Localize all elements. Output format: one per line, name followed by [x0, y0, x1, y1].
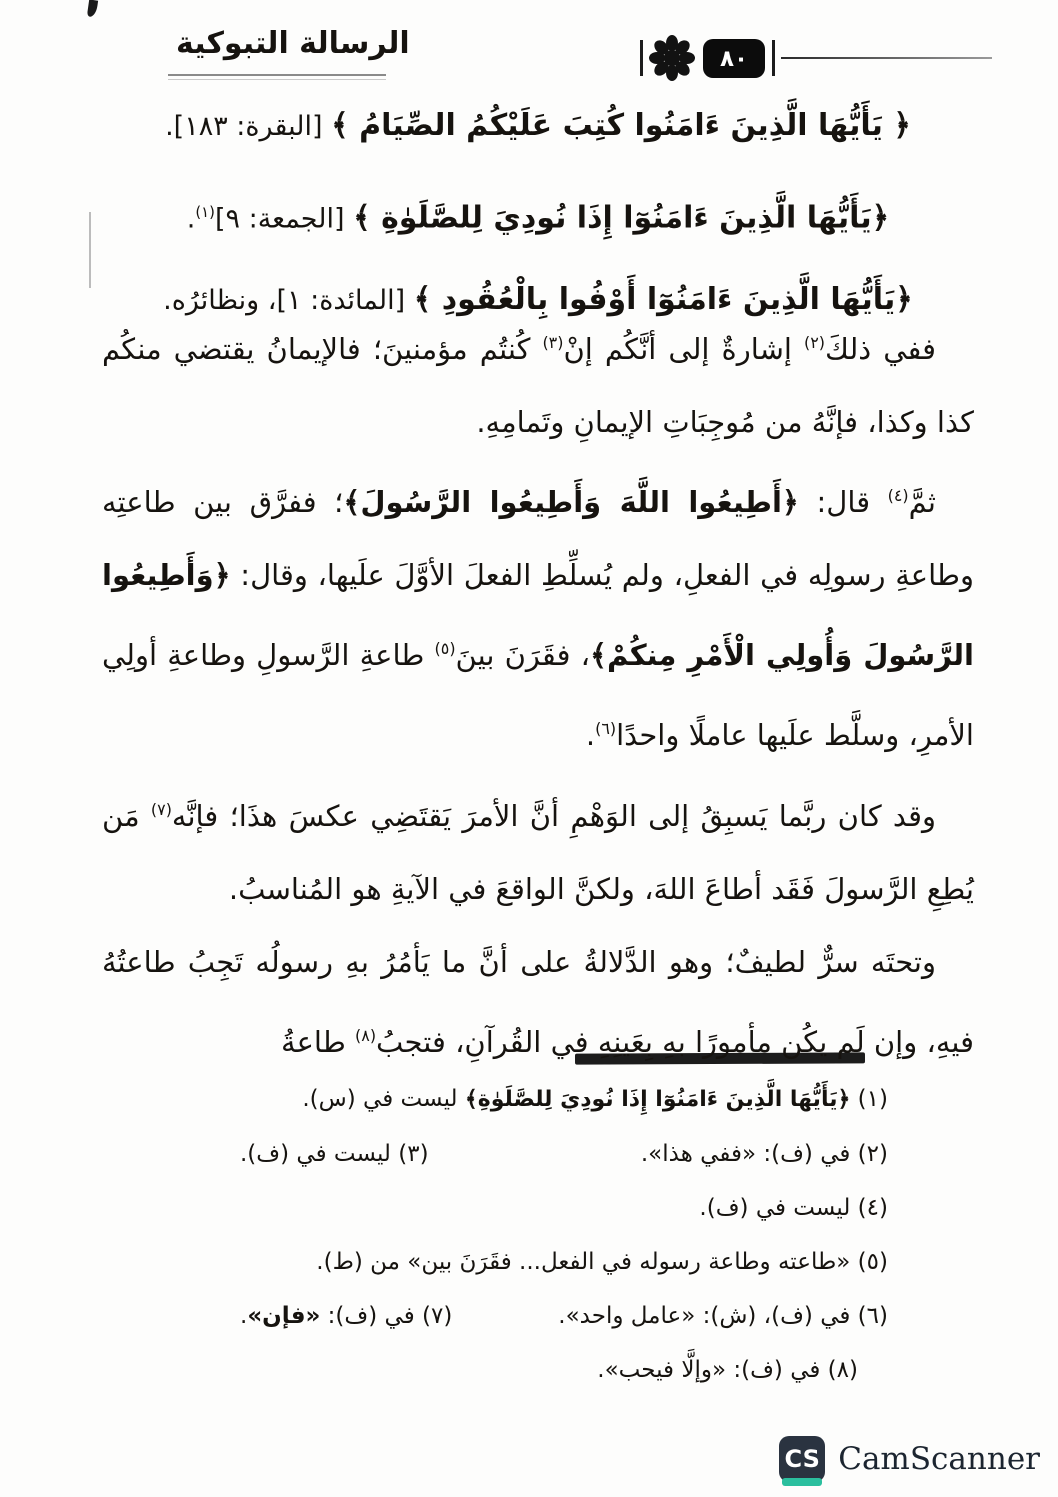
body-text — [102, 306, 974, 1079]
camscanner-icon-text: CS — [784, 1445, 820, 1473]
footnote-6: (٦) في (ف)، (ش): «عامل واحد». — [558, 1303, 888, 1329]
footnote-1: (١) ﴿يَأَيُّهَا الَّذِينَ ءَامَنُوٓا إِذَا نُودِيَ لِلصَّلَوٰةِ﴾ ليست في (س). — [302, 1086, 888, 1112]
paragraph-4: وتحتَه سرٌّ لطيفٌ؛ وهو الدَّلالةُ على أنَّ ما يَأمُرُ بهِ رسولُه تَجِبُ طاعتُهُ فيهِ، وإن لَم يكُن مأمورًا بهِ بِعَينِهِ في القُرآنِ، فتجبُ$^{(٨)}$ طاعةُ — [102, 944, 974, 1059]
camscanner-icon — [779, 1436, 825, 1482]
footnote-row-6 — [240, 1343, 888, 1397]
camscanner-watermark — [779, 1436, 1040, 1482]
camscanner-label: CamScanner — [838, 1441, 1040, 1477]
page-number: ٨٠ — [719, 45, 749, 72]
header-divider-bar — [640, 40, 643, 76]
book-title: الرسالة التبوكية — [176, 26, 410, 61]
footnote-4: (٤) ليست في (ف). — [699, 1195, 888, 1221]
verse-line-baqara: ﴿ يَأَيُّهَا الَّذِينَ ءَامَنُوا كُتِبَ عَلَيْكُمُ الصِّيَامُ ﴾ [البقرة: ١٨٣]. — [165, 108, 911, 143]
page-number-badge — [703, 39, 765, 78]
footnote-7: (٧) في (ف): «فإن». — [240, 1303, 453, 1329]
verse-line-maida: ﴿يَأَيُّهَا الَّذِينَ ءَامَنُوٓا أَوْفُوا بِالْعُقُودِ ﴾ [المائدة: ١]، ونظائرُه. — [163, 282, 913, 317]
header-rule — [781, 57, 992, 59]
footnote-row-4 — [240, 1235, 888, 1289]
paragraph-2: ثمَّ$^{(٤)}$ قال: ﴿أَطِيعُوا اللَّهَ وَأَطِيعُوا الرَّسُولَ﴾؛ ففرَّق بين طاعتِه وطاعةِ رسولِه في الفعلِ، ولم يُسلِّطِ الفعلَ الأوَّلَ علَيها، وقال: ﴿وَأَطِيعُوا الرَّسُولَ وَأُولِي الْأَمْرِ مِنكُمْ﴾، فقَرَنَ بينَ$^{(٥)}$ طاعةِ الرَّسولِ وطاعةِ أولِي الأمرِ، وسلَّط علَيها عاملًا واحدًا$^{(٦)}$. — [102, 485, 975, 753]
footnote-2: (٢) في (ف): «ففي هذا». — [640, 1141, 888, 1167]
footnote-5: (٥) «طاعته وطاعة رسوله في الفعل... فقَرَنَ بين» من (ط). — [316, 1249, 888, 1275]
verse-block — [102, 82, 974, 343]
footnotes-block — [240, 1072, 888, 1397]
scan-artifact-edge-line — [89, 212, 91, 288]
footnote-row-2 — [240, 1127, 888, 1181]
footnote-8: (٨) في (ف): «وإلَّا فيحب». — [597, 1357, 858, 1383]
flower-ornament-icon — [649, 35, 695, 81]
paragraph-3: وقد كان ربَّما يَسبِقُ إلى الوَهْمِ أنَّ الأمرَ يَقتَضِي عكسَ هذَا؛ فإنَّه$^{(٧)}$ مَن يُطِعِ الرَّسولَ فَقَد أطاعَ اللهَ، ولكنَّ الواقعَ في الآيةِ هو المُناسبُ. — [102, 798, 974, 906]
paragraph-1: ففي ذلكَ$^{(٢)}$ إشارةٌ إلى أنَّكُم إنْ$^{(٣)}$ كُنتُم مؤمنينَ؛ فالإيمانُ يقتضي منكُم كذا وكذا، فإنَّهُ من مُوجِبَاتِ الإيمانِ وتَمامِهِ. — [102, 332, 974, 440]
footnote-3: (٣) ليست في (ف). — [240, 1141, 429, 1167]
footnote-row-3 — [240, 1181, 888, 1235]
footnote-row-5 — [240, 1289, 888, 1343]
footnote-row-1 — [240, 1072, 888, 1127]
title-underline-rule — [168, 74, 386, 80]
scan-artifact-corner-mark — [87, 0, 98, 18]
verse-line-jumua: ﴿يَأَيُّهَا الَّذِينَ ءَامَنُوٓا إِذَا نُودِيَ لِلصَّلَوٰةِ ﴾ [الجمعة: ٩]$^{(١)}$. — [186, 200, 890, 236]
header-divider-bar — [772, 40, 775, 76]
